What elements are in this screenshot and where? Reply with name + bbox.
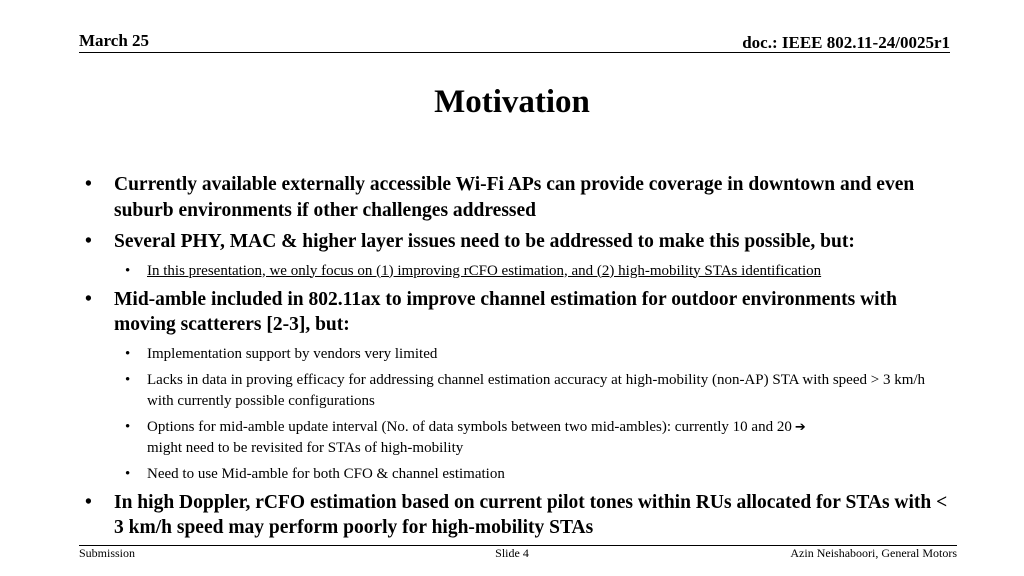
sub-bullet-item — [80, 261, 950, 282]
sub-bullet-text: Need to use Mid-amble for both CFO & channel estimation — [147, 465, 505, 482]
bullet-text: Several PHY, MAC & higher layer issues need to be addressed to make this possible, but: — [114, 231, 855, 252]
bullet-marker: • — [85, 174, 92, 195]
sub-bullet-continuation: might need to be revisited for STAs of high-mobility — [147, 439, 464, 456]
sub-bullet-marker: • — [125, 465, 131, 482]
bullet-text: In high Doppler, rCFO estimation based on current pilot tones within RUs allocated for STAs with < 3 km/h speed may perform poorly for high-mobility STAs — [114, 491, 948, 538]
bullet-text: Mid-amble included in 802.11ax to improve channel estimation for outdoor environments with moving scatterers [2-3], but: — [114, 288, 897, 335]
slide-body — [80, 172, 950, 547]
bullet-item — [80, 287, 950, 338]
bullet-text: Currently available externally accessible Wi-Fi APs can provide coverage in downtown and even suburb environments if other challenges addressed — [114, 174, 915, 221]
sub-bullet-text: In this presentation, we only focus on (1) improving rCFO estimation, and (2) high-mobility STAs identification — [147, 262, 822, 279]
bullet-item — [80, 490, 950, 541]
footer-author: Azin Neishaboori, General Motors — [790, 546, 957, 560]
sub-bullet-item — [80, 344, 950, 365]
bullet-item — [80, 229, 950, 255]
sub-bullet-item — [80, 417, 950, 459]
sub-bullet-item — [80, 464, 950, 485]
sub-bullet-marker: • — [125, 262, 131, 279]
sub-bullet-marker: • — [125, 418, 131, 435]
sub-bullet-text: Options for mid-amble update interval (No. of data symbols between two mid-ambles): currently 10 and 20 — [147, 418, 792, 435]
footer-slide-number: Slide 4 — [495, 546, 529, 560]
sub-bullet-marker: • — [125, 345, 131, 362]
bullet-marker: • — [85, 491, 92, 513]
header-date: March 25 — [79, 31, 150, 50]
sub-bullet-marker: • — [125, 371, 131, 388]
header-doc-id: doc.: IEEE 802.11-24/0025r1 — [742, 33, 950, 52]
sub-bullet-text: Lacks in data in proving efficacy for addressing channel estimation accuracy at high-mobility (non-AP) STA with speed > 3 km/h with currently possible configurations — [147, 371, 926, 409]
header-divider — [79, 52, 950, 53]
bullet-item — [80, 172, 950, 223]
bullet-marker: • — [85, 288, 92, 310]
sub-bullet-text: Implementation support by vendors very limited — [147, 345, 438, 362]
right-arrow-icon: ➔ — [794, 419, 806, 435]
slide-title: Motivation — [434, 84, 590, 120]
footer-submission: Submission — [79, 546, 136, 560]
sub-bullet-item — [80, 370, 950, 412]
bullet-marker: • — [85, 231, 92, 252]
